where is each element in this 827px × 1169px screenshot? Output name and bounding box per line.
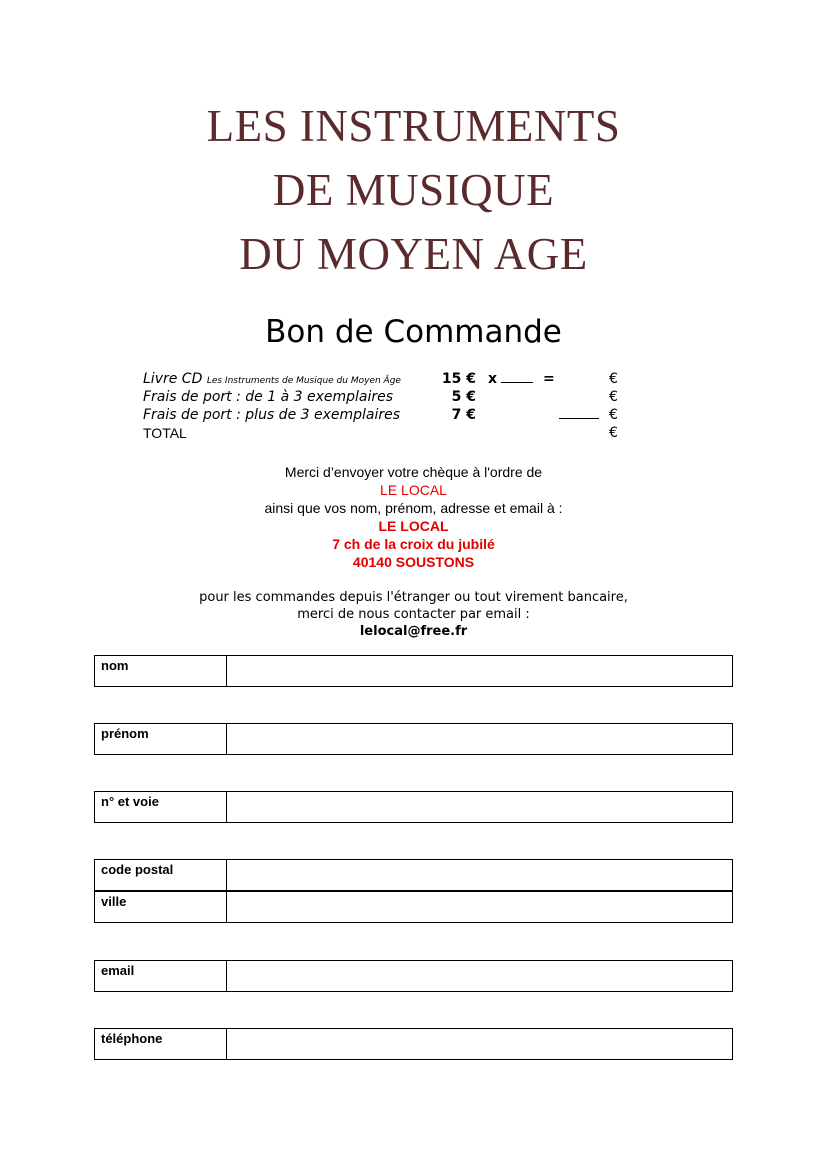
order-table bbox=[143, 370, 623, 442]
code-postal-label: code postal bbox=[95, 860, 227, 890]
note-line-2: merci de nous contacter par email : bbox=[297, 607, 530, 622]
title-line-2: DE MUSIQUE bbox=[272, 165, 555, 215]
email-label: email bbox=[95, 961, 227, 991]
book-subtotal-euro: € bbox=[609, 371, 618, 387]
payment-line-1: Merci d’envoyer votre chèque à l'ordre de bbox=[284, 464, 543, 480]
order-row-total bbox=[143, 424, 623, 442]
order-row-label: Livre CD Les Instruments de Musique du Moyen Âge bbox=[143, 371, 401, 387]
book-title: Les Instruments de Musique du Moyen Âge bbox=[206, 376, 401, 386]
contact-email: lelocal@free.fr bbox=[359, 624, 468, 639]
code-postal-field[interactable] bbox=[227, 860, 732, 890]
form-row-voie bbox=[94, 791, 733, 823]
order-row-shipping-large bbox=[143, 406, 623, 424]
shipping-amount-field[interactable] bbox=[559, 406, 599, 424]
foreign-orders-note bbox=[0, 589, 827, 640]
prenom-label: prénom bbox=[95, 724, 227, 754]
title-line-1: LES INSTRUMENTS bbox=[206, 101, 621, 151]
form-row-code-postal bbox=[94, 859, 733, 891]
total-euro: € bbox=[609, 425, 618, 441]
payment-line-3: ainsi que vos nom, prénom, adresse et email à : bbox=[264, 500, 563, 516]
form-row-prenom bbox=[94, 723, 733, 755]
telephone-label: téléphone bbox=[95, 1029, 227, 1059]
form-row-nom bbox=[94, 655, 733, 687]
book-price: 15 € bbox=[441, 371, 476, 387]
order-row-shipping-small bbox=[143, 388, 623, 406]
order-row-book bbox=[143, 370, 623, 388]
order-row-label: Frais de port : plus de 3 exemplaires bbox=[143, 407, 401, 423]
shipping-small-euro: € bbox=[609, 389, 618, 405]
ville-label: ville bbox=[95, 892, 227, 922]
address-city: 40140 SOUSTONS bbox=[352, 554, 475, 570]
form-row-ville bbox=[94, 891, 733, 923]
ville-field[interactable] bbox=[227, 892, 732, 922]
total-label: TOTAL bbox=[143, 425, 187, 441]
email-field[interactable] bbox=[227, 961, 732, 991]
shipping-large-price: 7 € bbox=[451, 407, 476, 423]
prenom-field[interactable] bbox=[227, 724, 732, 754]
address-street: 7 ch de la croix du jubilé bbox=[332, 536, 495, 552]
voie-field[interactable] bbox=[227, 792, 732, 822]
address-name: LE LOCAL bbox=[378, 518, 449, 534]
quantity-field[interactable]: x bbox=[488, 370, 533, 388]
payee-name: LE LOCAL bbox=[380, 482, 447, 498]
form-row-telephone bbox=[94, 1028, 733, 1060]
shipping-small-price: 5 € bbox=[451, 389, 476, 405]
form-subtitle: Bon de Commande bbox=[265, 314, 562, 350]
title-line-3: DU MOYEN AGE bbox=[239, 229, 588, 279]
voie-label: n° et voie bbox=[95, 792, 227, 822]
shipping-large-euro: € bbox=[609, 407, 618, 423]
order-row-label: Frais de port : de 1 à 3 exemplaires bbox=[143, 389, 394, 405]
nom-label: nom bbox=[95, 656, 227, 686]
document-title bbox=[0, 94, 827, 286]
nom-field[interactable] bbox=[227, 656, 732, 686]
telephone-field[interactable] bbox=[227, 1029, 732, 1059]
payment-instructions bbox=[0, 463, 827, 571]
form-row-email bbox=[94, 960, 733, 992]
note-line-1: pour les commandes depuis l'étranger ou tout virement bancaire, bbox=[199, 590, 628, 605]
equals-sign: = bbox=[543, 371, 555, 387]
